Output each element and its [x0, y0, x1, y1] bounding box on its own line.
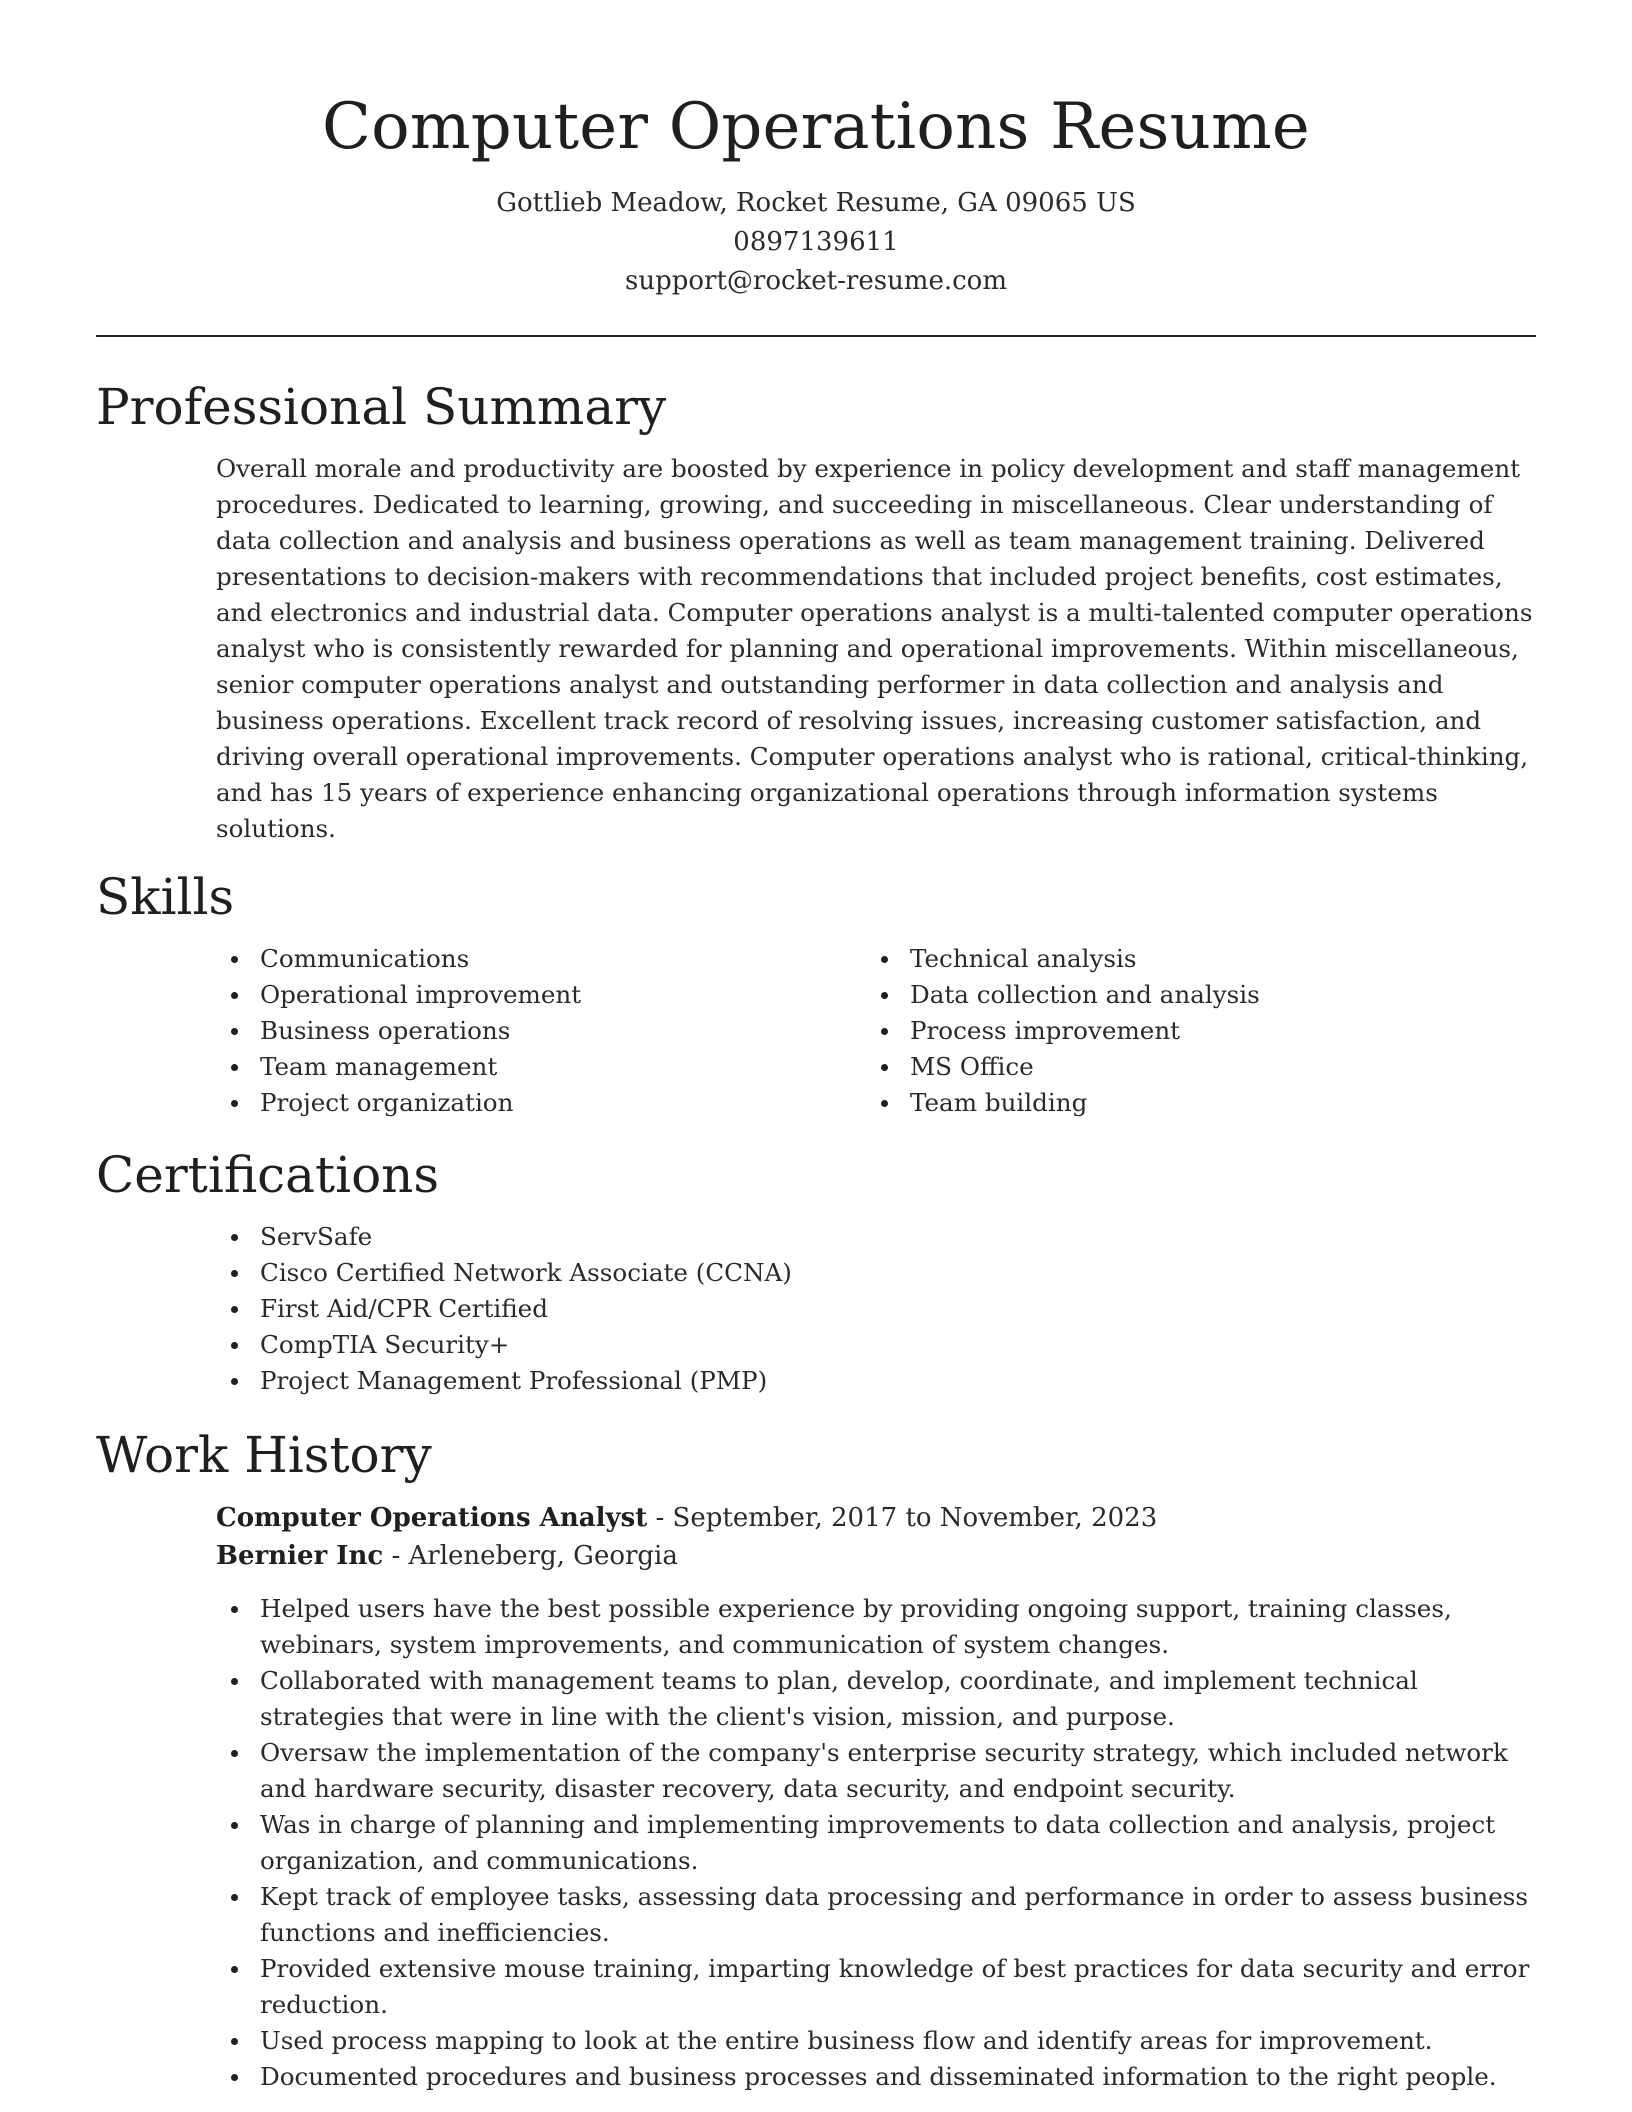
skill-item: Project organization [216, 1085, 866, 1121]
resume-header [96, 0, 1536, 301]
job-location: - Arleneberg, Georgia [383, 1541, 678, 1571]
email-text: support@rocket-resume.com [624, 266, 1007, 296]
responsibility-item: Kept track of employee tasks, assessing data processing and performance in order to assess business functions and inefficiencies. [216, 1879, 1536, 1951]
skill-item: Technical analysis [866, 941, 1516, 977]
responsibility-item: Provided extensive mouse training, imparting knowledge of best practices for data security and error reduction. [216, 1951, 1536, 2023]
responsibility-item: Documented procedures and business processes and disseminated information to the right people. [216, 2059, 1536, 2095]
responsibility-item: Used process mapping to look at the entire business flow and identify areas for improvement. [216, 2023, 1536, 2059]
skill-item: Team management [216, 1049, 866, 1085]
skill-item: Team building [866, 1085, 1516, 1121]
address-text: Gottlieb Meadow, Rocket Resume, GA 09065 US [496, 188, 1136, 218]
skill-item: Data collection and analysis [866, 977, 1516, 1013]
skill-item: Business operations [216, 1013, 866, 1049]
certifications-heading: Certifications [96, 1146, 440, 1204]
job-company: Bernier Inc [216, 1541, 384, 1571]
certification-item: Cisco Certified Network Associate (CCNA) [216, 1255, 1536, 1291]
certifications-list [216, 1219, 1536, 1399]
header-divider [96, 335, 1536, 337]
responsibility-item: Helped users have the best possible experience by providing ongoing support, training classes, webinars, system improvements, and communication of system changes. [216, 1591, 1536, 1663]
skill-item: MS Office [866, 1049, 1516, 1085]
responsibility-item: Oversaw the implementation of the company's enterprise security strategy, which included network and hardware security, disaster recovery, data security, and endpoint security. [216, 1735, 1536, 1807]
skill-item: Process improvement [866, 1013, 1516, 1049]
summary-paragraph: Overall morale and productivity are boosted by experience in policy development and staff management procedures. Dedicated to learning, growing, and succeeding in miscellaneous. Clear understanding of data collection and analysis and business operations as well as team management training. Delivered presentations to decision-makers with recommendations that included project benefits, cost estimates, and electronics and industrial data. Computer operations analyst is a multi-talented computer operations analyst who is consistently rewarded for planning and operational improvements. Within miscellaneous, senior computer operations analyst and outstanding performer in data collection and analysis and business operations. Excellent track record of resolving issues, increasing customer satisfaction, and driving overall operational improvements. Computer operations analyst who is rational, critical-thinking, and has 15 years of experience enhancing organizational operations through information systems solutions. [216, 454, 1533, 843]
job-role: Computer Operations Analyst [216, 1503, 648, 1533]
summary-heading: Professional Summary [96, 378, 667, 436]
job-company-line [216, 1537, 1536, 1575]
phone-text: 0897139611 [733, 227, 899, 257]
work-history-heading: Work History [96, 1426, 432, 1484]
certification-item: ServSafe [216, 1219, 1536, 1255]
skills-list-right [866, 941, 1516, 1121]
job-title-line [216, 1499, 1536, 1537]
skill-item: Communications [216, 941, 866, 977]
job-header [216, 1499, 1536, 1575]
resume-title: Computer Operations Resume [322, 90, 1310, 164]
responsibility-item: Collaborated with management teams to plan, develop, coordinate, and implement technical strategies that were in line with the client's vision, mission, and purpose. [216, 1663, 1536, 1735]
skills-list-left [216, 941, 866, 1121]
contact-info [96, 184, 1536, 301]
job-dates: - September, 2017 to November, 2023 [647, 1503, 1158, 1533]
job-responsibilities [216, 1591, 1536, 2095]
skill-item: Operational improvement [216, 977, 866, 1013]
certification-item: First Aid/CPR Certified [216, 1291, 1536, 1327]
skills-heading: Skills [96, 868, 235, 926]
skills-grid [216, 941, 1536, 1121]
responsibility-item: Was in charge of planning and implementing improvements to data collection and analysis, project organization, and communications. [216, 1807, 1536, 1879]
certification-item: Project Management Professional (PMP) [216, 1363, 1536, 1399]
certification-item: CompTIA Security+ [216, 1327, 1536, 1363]
